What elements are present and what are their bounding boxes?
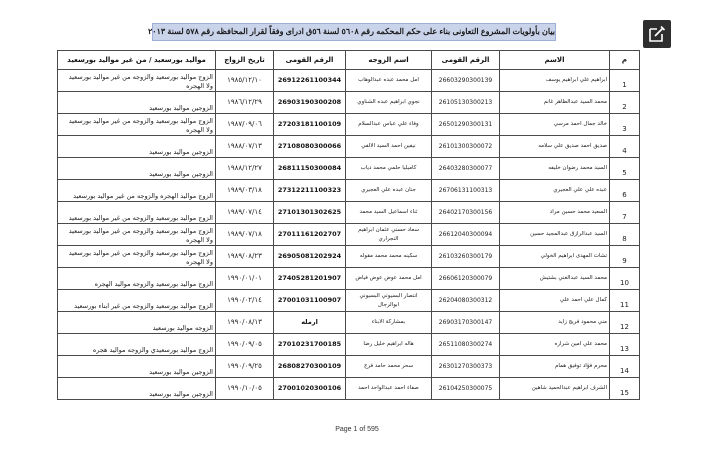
- cell-marriage-date: ١٩٨٧/٠٩/٠٦: [216, 114, 274, 136]
- cell-husband-national-id: 26903170300147: [432, 312, 500, 334]
- cell-name: السيد محمد رضوان خليفه: [500, 158, 610, 180]
- cell-wife-name: نجوي ابراهيم عبده الشناوي: [346, 92, 432, 114]
- cell-number: 13: [610, 334, 640, 356]
- table-row: [58, 268, 640, 290]
- cell-marriage-date: ١٩٩٠/٠٨/١٣: [216, 312, 274, 334]
- cell-wife-name: نيفين احمد السيد الالفي: [346, 136, 432, 158]
- table-row: [58, 180, 640, 202]
- cell-husband-national-id: 26403280300077: [432, 158, 500, 180]
- cell-name: ابراهيم علي ابراهيم يوسف: [500, 70, 610, 92]
- cell-wife-national-id: 26811150300084: [274, 158, 346, 180]
- table-row: [58, 70, 640, 92]
- cell-husband-national-id: 26402170300156: [432, 202, 500, 224]
- cell-name: كمال علي احمد علي: [500, 290, 610, 312]
- cell-number: 1: [610, 70, 640, 92]
- cell-husband-national-id: 26104250300075: [432, 378, 500, 400]
- cell-number: 2: [610, 92, 640, 114]
- cell-husband-national-id: 26511080300274: [432, 334, 500, 356]
- page-footer: Page 1 of 595: [335, 426, 379, 433]
- cell-mawalid: الزوجه مواليد بورسعيد: [58, 312, 216, 334]
- cell-name: خالد جمال احمد مرسي: [500, 114, 610, 136]
- cell-wife-name: امل محمد عبده عبدالوهاب: [346, 70, 432, 92]
- cell-wife-name: بمشاركة الابناء: [346, 312, 432, 334]
- cell-marriage-date: ١٩٨٨/٠٧/١٣: [216, 136, 274, 158]
- cell-number: 7: [610, 202, 640, 224]
- cell-number: 10: [610, 268, 640, 290]
- header-marriage-date: تاريخ الزواج: [216, 51, 274, 70]
- header-name: الاسم: [500, 51, 610, 70]
- table-row: [58, 246, 640, 268]
- header-wife-national-id: الرقم القومى: [274, 51, 346, 70]
- cell-name: محرم فؤاد توفيق همام: [500, 356, 610, 378]
- cell-wife-national-id: 27101301302625: [274, 202, 346, 224]
- cell-name: محمد السيد عبدالظاهر غانم: [500, 92, 610, 114]
- cell-mawalid: الزوجين مواليد بورسعيد: [58, 378, 216, 400]
- cell-mawalid: الزوج مواليد بورسعيدي والزوجه مواليد هجره: [58, 334, 216, 356]
- cell-number: 8: [610, 224, 640, 246]
- cell-wife-name: سحر محمد حامد فرج: [346, 356, 432, 378]
- cell-marriage-date: ١٩٨٩/٠٣/١٨: [216, 180, 274, 202]
- table-row: [58, 136, 640, 158]
- cell-husband-national-id: 26606120300079: [432, 268, 500, 290]
- cell-husband-national-id: 26603290300139: [432, 70, 500, 92]
- cell-wife-national-id: 27001031100907: [274, 290, 346, 312]
- table-header-row: [58, 51, 640, 70]
- table-row: [58, 312, 640, 334]
- cell-name: محمد السيد عبدالغني بشتيش: [500, 268, 610, 290]
- cell-marriage-date: ١٩٨٩/٠٧/١٨: [216, 224, 274, 246]
- cell-husband-national-id: 26612040300094: [432, 224, 500, 246]
- header-husband-national-id: الرقم القومى: [432, 51, 500, 70]
- cell-wife-national-id: 26808270300109: [274, 356, 346, 378]
- cell-marriage-date: ١٩٨٥/١٢/١٠: [216, 70, 274, 92]
- cell-wife-national-id: 26912261100344: [274, 70, 346, 92]
- cell-wife-national-id: 27108080300066: [274, 136, 346, 158]
- table-row: [58, 224, 640, 246]
- cell-name: السيد عبدالرازق عبدالمجيد حسين: [500, 224, 610, 246]
- priorities-table: [57, 50, 640, 400]
- cell-wife-national-id: 27203181100109: [274, 114, 346, 136]
- cell-husband-national-id: 26204080300312: [432, 290, 500, 312]
- header-number: م: [610, 51, 640, 70]
- cell-marriage-date: ١٩٩٠/٠٩/٠٥: [216, 334, 274, 356]
- edit-button[interactable]: [643, 20, 671, 48]
- cell-number: 9: [610, 246, 640, 268]
- cell-number: 12: [610, 312, 640, 334]
- cell-name: محمد علي امين شراره: [500, 334, 610, 356]
- table-row: [58, 114, 640, 136]
- cell-wife-name: ثناء اسماعيل السيد محمد: [346, 202, 432, 224]
- cell-number: 5: [610, 158, 640, 180]
- cell-husband-national-id: 26706131100313: [432, 180, 500, 202]
- cell-marriage-date: ١٩٩٠/١٠/٠٥: [216, 378, 274, 400]
- cell-number: 15: [610, 378, 640, 400]
- header-wife-name: اسم الزوجه: [346, 51, 432, 70]
- cell-name: مني محمود فريج زايد: [500, 312, 610, 334]
- cell-marriage-date: ١٩٩٠/٠٢/١٤: [216, 290, 274, 312]
- edit-icon: [648, 25, 666, 43]
- table-row: [58, 202, 640, 224]
- cell-wife-name: كاميليا حلمي محمد دياب: [346, 158, 432, 180]
- table-row: [58, 290, 640, 312]
- cell-number: 11: [610, 290, 640, 312]
- cell-wife-national-id: 26903190300208: [274, 92, 346, 114]
- cell-husband-national-id: 26501290300131: [432, 114, 500, 136]
- header-mawalid: مواليد بورسعيد / من غير مواليد بورسعيد: [58, 51, 216, 70]
- document-title: بيان بأولويات المشروع التعاونى بناء على حكم المحكمه رقم ٥٦٠٨ لسنة ٥٦ق ادراى وفقاً لقرار المحافظه رقم ٥٧٨ لسنة ٢٠١٣: [152, 23, 556, 41]
- cell-mawalid: الزوج مواليد بورسعيد والزوجه من غير مواليد بورسعيد ولا الهجره: [58, 246, 216, 268]
- cell-number: 4: [610, 136, 640, 158]
- cell-marriage-date: ١٩٨٩/٠٨/٢٣: [216, 246, 274, 268]
- cell-mawalid: الزوج مواليد بورسعيد والزوجه من غير مواليد بورسعيد ولا الهجره: [58, 224, 216, 246]
- cell-name: تشات المهدى ابراهيم الخولي: [500, 246, 610, 268]
- cell-wife-national-id: 27001020300106: [274, 378, 346, 400]
- cell-name: الشرف ابراهيم عبدالحميد شاهين: [500, 378, 610, 400]
- cell-number: 3: [610, 114, 640, 136]
- cell-wife-national-id: 27405281201907: [274, 268, 346, 290]
- cell-number: 6: [610, 180, 640, 202]
- table-row: [58, 378, 640, 400]
- cell-marriage-date: ١٩٩٠/٠١/٠١: [216, 268, 274, 290]
- cell-mawalid: الزوج مواليد بورسعيد والزوجه من غير مواليد بورسعيد ولا الهجره: [58, 114, 216, 136]
- cell-wife-national-id: ارمله: [274, 312, 346, 334]
- cell-wife-name: وفاء علي عباس عبدالسلام: [346, 114, 432, 136]
- table-row: [58, 92, 640, 114]
- cell-wife-national-id: 26905081202924: [274, 246, 346, 268]
- table-row: [58, 356, 640, 378]
- cell-husband-national-id: 26105130300213: [432, 92, 500, 114]
- cell-name: عبده علي علي العجيري: [500, 180, 610, 202]
- cell-husband-national-id: 26103260300179: [432, 246, 500, 268]
- cell-wife-name: هاله ابراهيم خليل رضا: [346, 334, 432, 356]
- cell-mawalid: الزوجين مواليد بورسعيد: [58, 356, 216, 378]
- cell-husband-national-id: 26101300300072: [432, 136, 500, 158]
- cell-name: السعيد محمد حسين مراد: [500, 202, 610, 224]
- cell-name: صديق احمد صديق علي سلامه: [500, 136, 610, 158]
- cell-wife-national-id: 27010231700185: [274, 334, 346, 356]
- cell-husband-national-id: 26301270300373: [432, 356, 500, 378]
- cell-wife-name: سكينه محمد محمد مقوله: [346, 246, 432, 268]
- cell-wife-name: انتصار البسيوني البسيوني ابوالرجال: [346, 290, 432, 312]
- cell-marriage-date: ١٩٨٩/٠٧/١٤: [216, 202, 274, 224]
- cell-marriage-date: ١٩٨٨/١٢/٢٧: [216, 158, 274, 180]
- cell-mawalid: الزوجين مواليد بورسعيد: [58, 158, 216, 180]
- cell-mawalid: الزوجين مواليد بورسعيد: [58, 136, 216, 158]
- cell-wife-name: صفاء احمد عبدالواحد احمد: [346, 378, 432, 400]
- cell-mawalid: الزوج مواليد الهجره والزوجه من غير مواليد بورسعيد: [58, 180, 216, 202]
- cell-mawalid: الزوجين مواليد بورسعيد: [58, 92, 216, 114]
- cell-wife-name: امل محمد عوض عوض فياض: [346, 268, 432, 290]
- cell-wife-national-id: 27011161202707: [274, 224, 346, 246]
- cell-mawalid: الزوج مواليد بورسعيد والزوجه مواليد الهجره: [58, 268, 216, 290]
- cell-wife-national-id: 27312211100323: [274, 180, 346, 202]
- table-row: [58, 158, 640, 180]
- cell-mawalid: الزوج مواليد بورسعيد والزوجه من غير مواليد بورسعيد ولا الهجره: [58, 70, 216, 92]
- cell-mawalid: الزوج مواليد بورسعيد والزوجه من غير ابناء بورسعيد: [58, 290, 216, 312]
- table-row: [58, 334, 640, 356]
- cell-wife-name: جنان عبده علي العجيري: [346, 180, 432, 202]
- cell-number: 14: [610, 356, 640, 378]
- cell-wife-name: سعاد حسني عثمان ابراهيم النجراري: [346, 224, 432, 246]
- cell-mawalid: الزوج مواليد بورسعيد والزوجه من غير مواليد بورسعيد: [58, 202, 216, 224]
- cell-marriage-date: ١٩٩٠/٠٩/٢٥: [216, 356, 274, 378]
- cell-marriage-date: ١٩٨٦/١٢/٢٩: [216, 92, 274, 114]
